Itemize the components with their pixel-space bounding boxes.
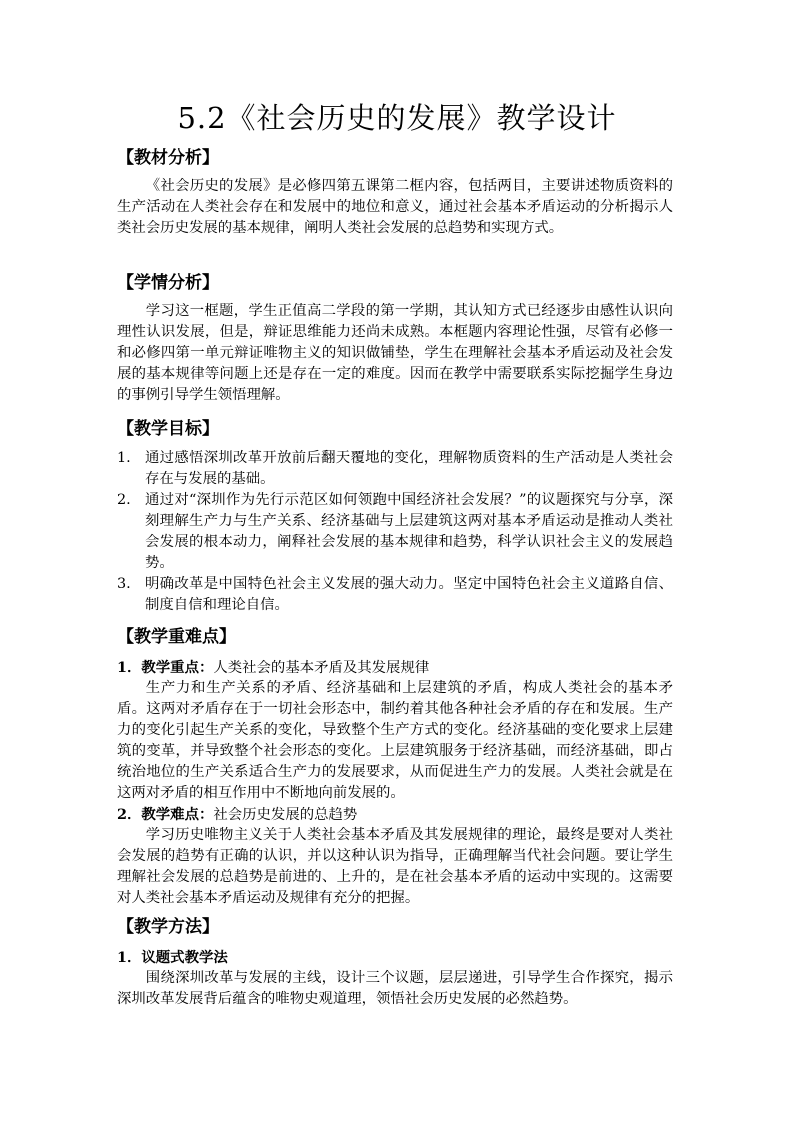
method-line xyxy=(117,947,673,969)
heading-teaching-methods: 【教学方法】 xyxy=(117,917,219,937)
difficult-point-text: 学习历史唯物主义关于人类社会基本矛盾及其发展规律的理论，最终是要对人类社会发展的趋势有正确的认识，并以这种认识为指导，正确理解当代社会问题。要让学生理解社会发展的总趋势是前进的、上升的，是在社会基本矛盾的运动中实现的。这需要对人类社会基本矛盾运动及规律有充分的把握。 xyxy=(117,827,673,906)
difficult-point-title: 社会历史发展的总趋势 xyxy=(213,807,358,823)
material-analysis-text: 《社会历史的发展》是必修四第五课第二框内容，包括两目，主要讲述物质资料的生产活动在人类社会存在和发展中的地位和意义，通过社会基本矛盾运动的分析揭示人类社会历史发展的基本规律，阐明人类社会发展的总趋势和实现方式。 xyxy=(117,178,673,236)
heading-teaching-goals: 【教学目标】 xyxy=(117,419,219,439)
student-analysis-text: 学习这一框题，学生正值高二学段的第一学期，其认知方式已经逐步由感性认识向理性认识发展，但是，辩证思维能力还尚未成熟。本框题内容理论性强，尽管有必修一和必修四第一单元辩证唯物主义的知识做铺垫，学生在理解社会基本矛盾运动及社会发展的基本规律等问题上还是存在一定的难度。因而在教学中需要联系实际挖掘学生身边的事例引导学生领悟理解。 xyxy=(117,303,673,403)
difficult-point-line xyxy=(117,804,673,826)
goal-number: 2. xyxy=(117,492,131,508)
key-point-line xyxy=(117,657,673,679)
goal-text: 通过对“深圳作为先行示范区如何领跑中国经济社会发展？”的议题探究与分享，深刻理解生产力与生产关系、经济基础与上层建筑这两对基本矛盾运动是推动人类社会发展的根本动力，阐释社会发展的基本规律和趋势，科学认识社会主义的发展趋势。 xyxy=(145,492,673,571)
difficult-point-label: 2．教学难点： xyxy=(117,806,214,823)
heading-key-difficult-points: 【教学重难点】 xyxy=(117,627,236,647)
key-point-text: 生产力和生产关系的矛盾、经济基础和上层建筑的矛盾，构成人类社会的基本矛盾。这两对矛盾存在于一切社会形态中，制约着其他各种社会矛盾的存在和发展。生产力的变化引起生产关系的变化，导致整个生产方式的变化。经济基础的变化要求上层建筑的变革，并导致整个社会形态的变化。上层建筑服务于经济基础，而经济基础，即占统治地位的生产关系适合生产力的发展要求，从而促进生产力的发展。人类社会就是在这两对矛盾的相互作用中不断地向前发展的。 xyxy=(117,680,673,801)
method-text: 围绕深圳改革与发展的主线，设计三个议题，层层递进，引导学生合作探究，揭示深圳改革发展背后蕴含的唯物史观道理，领悟社会历史发展的必然趋势。 xyxy=(117,970,673,1007)
goal-number: 1. xyxy=(117,450,131,466)
goal-number: 3. xyxy=(117,576,131,592)
goal-text: 明确改革是中国特色社会主义发展的强大动力。坚定中国特色社会主义道路自信、制度自信和理论自信。 xyxy=(145,576,673,613)
key-point-label: 1．教学重点： xyxy=(117,659,214,676)
heading-student-analysis: 【学情分析】 xyxy=(117,273,219,293)
key-point-title: 人类社会的基本矛盾及其发展规律 xyxy=(213,660,430,676)
method-label: 1．议题式教学法 xyxy=(117,949,228,966)
goal-item xyxy=(117,574,673,616)
heading-material-analysis: 【教材分析】 xyxy=(117,148,219,168)
goal-item xyxy=(117,490,673,574)
document-title: 5.2《社会历史的发展》教学设计 xyxy=(177,101,617,135)
goal-text: 通过感悟深圳改革开放前后翻天覆地的变化，理解物质资料的生产活动是人类社会存在与发展的基础。 xyxy=(145,450,673,487)
goal-item xyxy=(117,448,673,490)
